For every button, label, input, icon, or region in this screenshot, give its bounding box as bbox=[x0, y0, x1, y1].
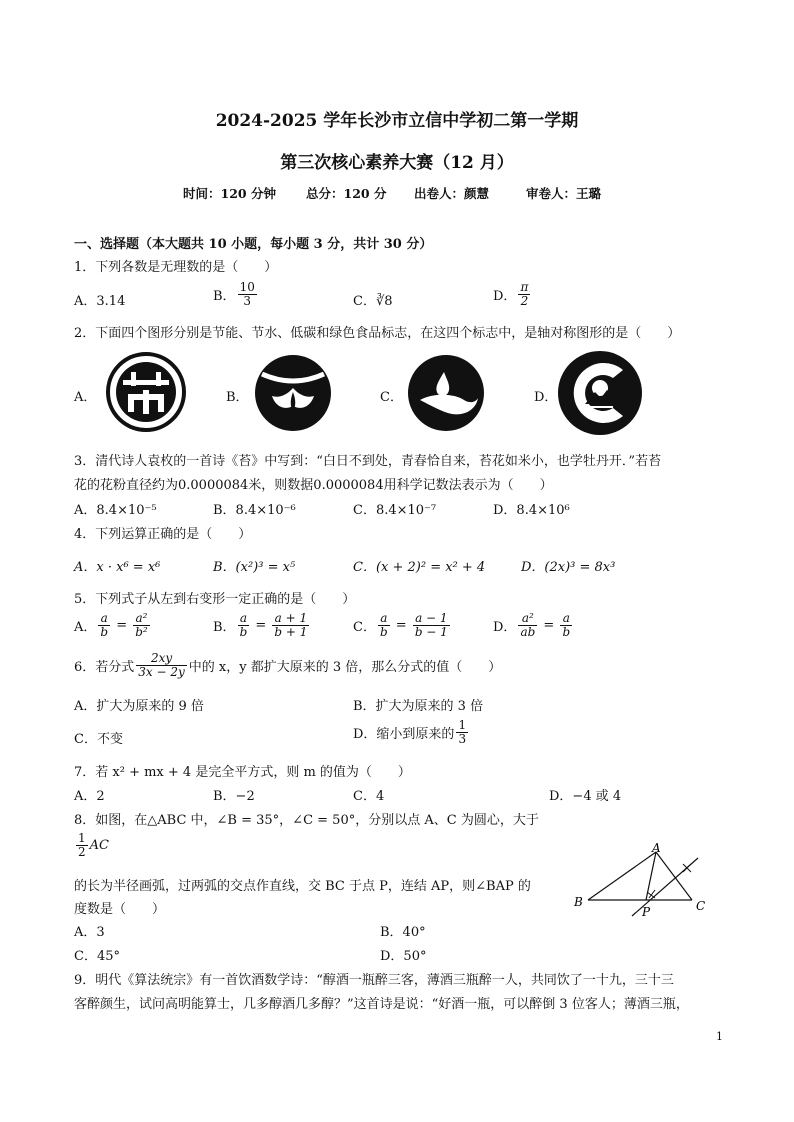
q2-option-c: C． bbox=[380, 390, 403, 405]
q7-option-d: D．−4 或 4 bbox=[549, 789, 622, 804]
q7-stem: 7．若 x² + mx + 4 是完全平方式，则 m 的值为（ ） bbox=[74, 765, 411, 780]
triangle-figure bbox=[568, 840, 718, 920]
q3-option-b: B．8.4×10⁻⁶ bbox=[213, 503, 296, 518]
q6-option-b: B．扩大为原来的 3 倍 bbox=[353, 699, 484, 714]
q9-stem-line2: 客醉颜生，试问高明能算士，几多醇酒几多醇？”这首诗是说：“好酒一瓶，可以醉倒 3 位客人；薄酒三瓶， bbox=[74, 997, 689, 1012]
q2-option-b: B． bbox=[226, 390, 249, 405]
q4-option-c: C．(x + 2)² = x² + 4 bbox=[353, 560, 486, 575]
q6-option-c: C．不变 bbox=[74, 732, 123, 747]
q1-stem: 1．下列各数是无理数的是（ ） bbox=[74, 260, 278, 275]
q8-option-d: D．50° bbox=[380, 949, 427, 964]
q8-stem-line2: $\frac{1}{2}$ AC bbox=[78, 831, 109, 859]
exam-total: 总分：120 分 bbox=[306, 186, 387, 201]
page-number: 1 bbox=[716, 1030, 723, 1043]
q6-option-a: A．扩大为原来的 9 倍 bbox=[74, 699, 204, 714]
q6-option-d: D．缩小到原来的 $\frac{1}{3}$ bbox=[353, 718, 467, 746]
q7-option-a: A．2 bbox=[74, 789, 105, 804]
q1-option-a: A．3.14 bbox=[74, 294, 126, 309]
fig-label-p: P bbox=[642, 905, 651, 919]
fig-label-b: B bbox=[574, 895, 583, 909]
q5-option-c: C． $\frac{a}{b}$ = $\frac{a - 1}{b - 1}$ bbox=[353, 611, 448, 639]
q4-stem: 4．下列运算正确的是（ ） bbox=[74, 527, 252, 542]
q3-option-a: A．8.4×10⁻⁵ bbox=[74, 503, 157, 518]
q2-stem: 2．下面四个图形分别是节能、节水、低碳和绿色食品标志，在这四个标志中，是轴对称图形的是（ ） bbox=[74, 326, 681, 341]
energy-saving-logo bbox=[98, 352, 194, 432]
fig-label-a: A bbox=[652, 841, 661, 855]
q8-option-c: C．45° bbox=[74, 949, 120, 964]
q8-stem-line1: 8．如图，在△ABC 中，∠B = 35°，∠C = 50°，分别以点 A、C 为圆心，大于 bbox=[74, 813, 539, 828]
low-carbon-logo bbox=[404, 352, 488, 434]
q5-stem: 5．下列式子从左到右变形一定正确的是（ ） bbox=[74, 592, 356, 607]
q5-option-a: A． $\frac{a}{b}$ = $\frac{\text{a²}}{\text{b²}}$ bbox=[74, 611, 148, 639]
q5-option-b: B． $\frac{a}{b}$ = $\frac{a + 1}{b + 1}$ bbox=[213, 611, 308, 639]
exam-reviewer: 审卷人：王璐 bbox=[526, 186, 602, 201]
q4-option-a: A．x · x⁶ = x⁶ bbox=[74, 560, 161, 575]
q8-option-b: B．40° bbox=[380, 925, 426, 940]
page-subtitle: 第三次核心素养大赛（12 月） bbox=[280, 153, 514, 173]
q8-stem-line3: 的长为半径画弧，过两弧的交点作直线，交 BC 于点 P，连结 AP，则∠BAP 的 bbox=[74, 879, 531, 894]
q4-option-d: D．(2x)³ = 8x³ bbox=[521, 560, 616, 575]
q3-option-c: C．8.4×10⁻⁷ bbox=[353, 503, 437, 518]
q1-option-b: B． $\frac{10}{3}$ bbox=[213, 280, 255, 308]
exam-time: 时间：120 分钟 bbox=[183, 186, 276, 201]
fig-label-c: C bbox=[696, 899, 706, 913]
q8-option-a: A．3 bbox=[74, 925, 105, 940]
water-saving-logo bbox=[248, 352, 338, 434]
q3-stem-line1: 3．清代诗人袁枚的一首诗《苔》中写到：“白日不到处，青春恰自来，苔花如米小，也学牡丹开．”若苔 bbox=[74, 454, 662, 469]
q3-stem-line2: 花的花粉直径约为0.0000084米，则数据0.0000084用科学记数法表示为（ ） bbox=[74, 478, 553, 493]
q5-option-d: D． $\frac{\text{a²}}{ab}$ = $\frac{a}{b}$ bbox=[493, 611, 571, 639]
green-food-logo bbox=[555, 348, 645, 438]
q1-option-d: D． $\frac{\pi}{2}$ bbox=[493, 280, 529, 308]
q3-option-d: D．8.4×10⁶ bbox=[493, 503, 570, 518]
exam-author: 出卷人：颜慧 bbox=[414, 186, 490, 201]
q1-option-c: C．∛8 bbox=[353, 294, 393, 309]
q4-option-b: B．(x²)³ = x⁵ bbox=[213, 560, 296, 575]
q2-option-d: D． bbox=[534, 390, 558, 405]
q7-option-b: B．−2 bbox=[213, 789, 255, 804]
q9-stem-line1: 9．明代《算法统宗》有一首饮酒数学诗：“醇酒一瓶醉三客，薄酒三瓶醉一人，共同饮了一十九，三十三 bbox=[74, 973, 674, 988]
section-heading: 一、选择题（本大题共 10 小题，每小题 3 分，共计 30 分） bbox=[74, 237, 433, 252]
q7-option-c: C．4 bbox=[353, 789, 385, 804]
q8-stem-line4: 度数是（ ） bbox=[74, 902, 166, 917]
q2-option-a: A． bbox=[74, 390, 97, 405]
page-title: 2024-2025 学年长沙市立信中学初二第一学期 bbox=[215, 111, 579, 131]
q6-stem: 6．若分式 $\frac{2xy}{3x - 2y}$ 中的 x，y 都扩大原来的 3 倍，那么分式的值（ ） bbox=[74, 651, 502, 679]
